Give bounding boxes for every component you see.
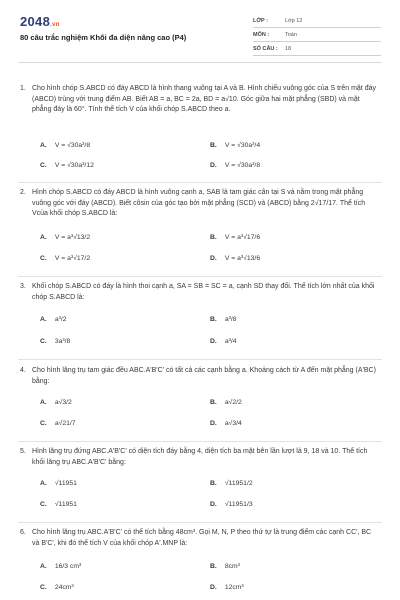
option-letter: A.: [40, 234, 47, 241]
options-row: [20, 142, 380, 154]
meta-table: [253, 14, 381, 56]
option-a[interactable]: [40, 563, 81, 570]
question-number: 4.: [20, 367, 26, 374]
option-letter: D.: [210, 420, 217, 427]
site-logo[interactable]: [20, 14, 60, 29]
option-letter: B.: [210, 480, 217, 487]
meta-value: Toán: [285, 31, 297, 38]
options-row: [20, 162, 380, 174]
option-value: 24cm³: [54, 584, 74, 591]
option-letter: A.: [40, 563, 47, 570]
option-letter: A.: [40, 399, 47, 406]
options-row: [20, 316, 380, 328]
option-b[interactable]: [210, 399, 242, 406]
option-value: V = a³√17/2: [54, 255, 91, 262]
option-d[interactable]: [210, 338, 237, 345]
option-value: V = √30a³/12: [54, 162, 94, 169]
question-number: 3.: [20, 283, 26, 290]
meta-row-class: [253, 14, 381, 28]
option-value: a√3/2: [54, 399, 72, 406]
question-text: Cho hình lăng trụ ABC.A'B'C' có thể tích bằng 48cm³. Gọi M, N, P theo thứ tự là trung điểm các cạnh CC', BC và B'C', khi đó thể tích V của khối chóp A'.MNP là:: [32, 529, 372, 547]
option-d[interactable]: [210, 584, 244, 591]
option-c[interactable]: [40, 584, 74, 591]
options-row: [20, 399, 380, 411]
option-value: √11951: [54, 480, 77, 487]
brand-suffix: .vn: [50, 22, 60, 28]
option-value: V = √30a³/8: [54, 142, 91, 149]
option-letter: C.: [40, 255, 47, 262]
option-value: a³/4: [224, 338, 237, 345]
option-value: V = a³√17/6: [224, 234, 261, 241]
option-value: V = a³√13/6: [224, 255, 261, 262]
option-value: V = √30a³/8: [224, 162, 261, 169]
question-text: Cho hình lăng trụ tam giác đều ABC.A'B'C' có tất cả các cạnh bằng a. Khoảng cách từ A đến mặt phẳng (A'BC) bằng:: [32, 367, 376, 385]
options-row: [20, 480, 380, 492]
option-value: V = √30a³/4: [224, 142, 261, 149]
option-letter: D.: [210, 255, 217, 262]
option-c[interactable]: [40, 501, 77, 508]
question-text: Cho hình chóp S.ABCD có đáy ABCD là hình thang vuông tại A và B. Hình chiếu vuông góc của S trên mặt đáy (ABCD) trùng với trung điểm AB. Biết AB = a, BC = 2a, BD = a√10. Góc giữa hai mặt phẳng (SBD) và mặt phẳng đáy là 60°. Tính thể tích V của khối chóp S.ABCD theo a.: [32, 85, 376, 113]
question-3: [20, 282, 380, 303]
options-row: [20, 584, 380, 596]
option-b[interactable]: [210, 563, 240, 570]
document-title: 80 câu trắc nghiệm Khối đa diện nâng cao (P4): [20, 33, 187, 42]
option-letter: B.: [210, 399, 217, 406]
option-a[interactable]: [40, 480, 77, 487]
option-a[interactable]: [40, 234, 90, 241]
question-divider: [18, 276, 382, 277]
option-value: 3a³/8: [54, 338, 71, 345]
meta-key: LỚP :: [253, 17, 268, 24]
option-value: √11951/3: [224, 501, 253, 508]
option-letter: B.: [210, 234, 217, 241]
question-text: Hình lăng trụ đứng ABC.A'B'C' có diện tích đáy bằng 4, diện tích ba mặt bên lần lượt là 9, 18 và 10. Thể tích khối lăng trụ ABC.A'B'C' bằng:: [32, 448, 368, 466]
option-b[interactable]: [210, 142, 260, 149]
header-divider: [18, 62, 382, 63]
option-letter: C.: [40, 420, 47, 427]
option-c[interactable]: [40, 338, 70, 345]
question-1: [20, 84, 380, 116]
options-row: [20, 234, 380, 246]
option-value: 12cm³: [224, 584, 244, 591]
option-b[interactable]: [210, 480, 253, 487]
question-number: 5.: [20, 448, 26, 455]
question-text: Hình chóp S.ABCD có đáy ABCD là hình vuông cạnh a, SAB là tam giác cân tại S và nằm trong mặt phẳng vuông góc với đáy (ABCD). Biết côsin của góc tạo bởi mặt phẳng (SCD) và (ABCD) bằng 2√17/17. Thể tích Vcủa khối chóp S.ABCD là:: [32, 189, 366, 217]
option-a[interactable]: [40, 399, 72, 406]
option-letter: A.: [40, 480, 47, 487]
option-letter: D.: [210, 501, 217, 508]
meta-value: Lớp 12: [285, 17, 303, 24]
option-d[interactable]: [210, 420, 242, 427]
question-text: Khối chóp S.ABCD có đáy là hình thoi cạnh a, SA = SB = SC = a, cạnh SD thay đổi. Thể tích lớn nhất của khối chóp S.ABCD là:: [32, 283, 375, 301]
option-value: √11951/2: [224, 480, 253, 487]
option-letter: C.: [40, 584, 47, 591]
options-row: [20, 420, 380, 432]
option-letter: D.: [210, 162, 217, 169]
option-value: a√21/7: [54, 420, 76, 427]
option-value: √11951: [54, 501, 77, 508]
option-value: V = a³√13/2: [54, 234, 91, 241]
meta-value: 18: [285, 45, 292, 52]
option-a[interactable]: [40, 142, 90, 149]
option-d[interactable]: [210, 255, 260, 262]
question-divider: [18, 182, 382, 183]
option-value: a³/8: [224, 316, 237, 323]
option-value: 16/3 cm³: [54, 563, 82, 570]
question-divider: [18, 441, 382, 442]
option-letter: C.: [40, 501, 47, 508]
option-value: a³/2: [54, 316, 67, 323]
option-letter: D.: [210, 338, 217, 345]
options-row: [20, 338, 380, 350]
option-c[interactable]: [40, 162, 94, 169]
question-number: 2.: [20, 189, 26, 196]
question-5: [20, 447, 380, 468]
meta-row-subject: [253, 28, 381, 42]
question-2: [20, 188, 380, 220]
question-divider: [18, 359, 382, 360]
option-value: 8cm³: [224, 563, 240, 570]
option-letter: A.: [40, 316, 47, 323]
option-value: a√3/4: [224, 420, 242, 427]
option-value: a√2/2: [224, 399, 242, 406]
option-letter: C.: [40, 338, 47, 345]
option-letter: A.: [40, 142, 47, 149]
option-letter: B.: [210, 563, 217, 570]
option-letter: B.: [210, 316, 217, 323]
meta-key: MÔN :: [253, 31, 270, 38]
options-row: [20, 501, 380, 513]
question-number: 1.: [20, 85, 26, 92]
question-number: 6.: [20, 529, 26, 536]
option-c[interactable]: [40, 420, 76, 427]
option-c[interactable]: [40, 255, 90, 262]
option-a[interactable]: [40, 316, 67, 323]
brand-name: 2048: [20, 14, 51, 29]
option-letter: B.: [210, 142, 217, 149]
option-letter: C.: [40, 162, 47, 169]
options-row: [20, 255, 380, 267]
meta-key: SỐ CÂU :: [253, 45, 278, 52]
meta-row-count: [253, 42, 381, 56]
option-d[interactable]: [210, 501, 253, 508]
question-divider: [18, 522, 382, 523]
option-b[interactable]: [210, 316, 237, 323]
option-d[interactable]: [210, 162, 260, 169]
options-row: [20, 563, 380, 575]
option-letter: D.: [210, 584, 217, 591]
question-6: [20, 528, 380, 549]
question-4: [20, 366, 380, 387]
option-b[interactable]: [210, 234, 260, 241]
